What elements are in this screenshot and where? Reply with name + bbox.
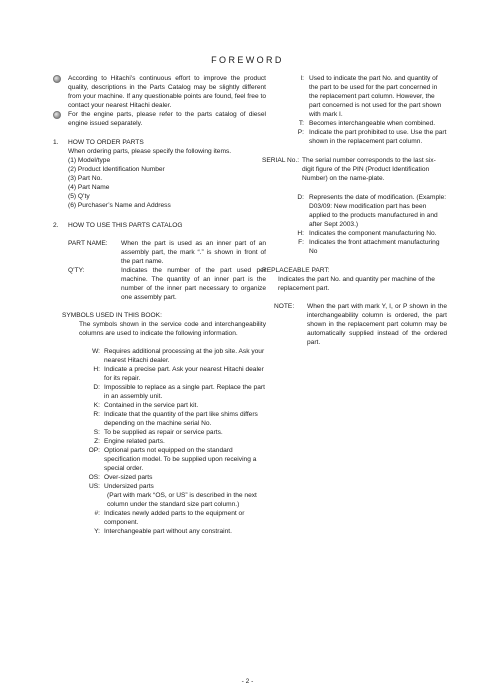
symbol-code: OP: <box>88 447 100 454</box>
list-item <box>79 365 266 383</box>
symbols-list <box>62 347 266 536</box>
definition-part-name <box>68 239 266 266</box>
symbols-heading: SYMBOLS USED IN THIS BOOK: <box>62 312 162 319</box>
symbol-code: OS: <box>88 474 100 481</box>
symbol-code: S: <box>93 429 100 436</box>
symbol-code: W: <box>92 348 100 355</box>
list-item: (5) Q’ty <box>68 193 90 200</box>
symbol-code: T: <box>298 120 304 127</box>
list-item <box>79 482 266 491</box>
symbol-code: F: <box>298 239 304 246</box>
symbols-section <box>53 311 266 536</box>
list-item <box>79 383 266 401</box>
note-label: NOTE: <box>274 303 295 310</box>
symbol-code: US: <box>89 483 100 490</box>
symbol-code: R: <box>93 411 100 418</box>
list-item <box>262 119 447 128</box>
list-item <box>79 509 266 527</box>
symbol-text: Undersized parts <box>104 483 154 490</box>
list-item <box>79 527 266 536</box>
symbol-text: Indicates newly added parts to the equipment or component. <box>104 510 245 526</box>
list-item <box>262 229 447 238</box>
list-item <box>262 74 447 119</box>
section-lead: When ordering parts, please specify the following items. <box>68 148 232 155</box>
symbol-text: Requires additional processing at the job site. Ask your nearest Hitachi dealer. <box>104 348 265 364</box>
symbol-text: Represents the date of modification. (Example: D03/09: New modification part has been applied to the products manufactured in and after Sept 2003.) <box>309 194 447 228</box>
gear-bullet-icon <box>53 75 61 83</box>
symbol-text: To be supplied as repair or service parts. <box>104 429 223 436</box>
list-item <box>79 473 266 482</box>
symbol-code: D: <box>297 194 304 201</box>
symbol-code: I: <box>300 75 304 82</box>
symbol-text: Over-sized parts <box>104 474 153 481</box>
replaceable-part-section <box>262 266 447 293</box>
symbol-text: Impossible to replace as a single part. Replace the part in an assembly unit. <box>104 384 265 400</box>
symbol-code: #: <box>94 510 100 517</box>
symbols-right-list-2 <box>262 193 447 256</box>
right-column <box>262 74 447 347</box>
definition-text: The serial number corresponds to the last six-digit figure of the PIN (Product Identification Number) on the name-plate. <box>302 157 436 182</box>
symbol-code: D: <box>93 384 100 391</box>
symbol-code: K: <box>93 402 100 409</box>
symbol-text: (Part with mark “OS, or US” is described in the next column under the standard size part column.) <box>107 492 257 508</box>
section-heading: HOW TO ORDER PARTS <box>68 139 144 146</box>
definition-text: When the part is used as an inner part of an assembly part, the mark “.” is shown in front of the part name. <box>121 240 266 265</box>
list-item <box>79 437 266 446</box>
symbol-code: P: <box>297 129 304 136</box>
symbol-code: Y: <box>94 528 100 535</box>
list-item <box>79 428 266 437</box>
section-number: 1. <box>53 139 59 146</box>
symbol-text: Optional parts not equipped on the standard specification model. To be supplied upon receiving a special order. <box>104 447 257 472</box>
serial-no-definition <box>262 156 447 183</box>
order-steps-list <box>68 156 266 210</box>
list-item: (6) Purchaser’s Name and Address <box>68 202 171 209</box>
gear-bullet-icon <box>53 111 61 119</box>
symbol-text: Indicates the front attachment manufacturing No <box>309 239 440 255</box>
symbol-text: Indicate the part prohibited to use. Use the part shown in the replacement part column. <box>309 129 447 145</box>
intro-paragraph-1 <box>53 74 266 110</box>
symbol-text: Contained in the service part kit. <box>104 402 199 409</box>
replaceable-heading: REPLACEABLE PART: <box>262 267 330 274</box>
symbol-text: Indicates the component manufacturing No. <box>309 230 437 237</box>
definition-term: PART NAME: <box>68 240 108 247</box>
symbol-code: H: <box>93 366 100 373</box>
list-item <box>79 347 266 365</box>
list-item: (1) Model/type <box>68 157 111 164</box>
note-text: When the part with mark Y, I, or P shown in the interchangeability column is ordered, the part shown in the replacement part column may be automatically supplied instead of the ordered part. <box>307 303 447 346</box>
symbol-text: Used to indicate the part No. and quantity of the part to be used for the part concerned in the replacement part column. However, the part concerned is not used for the part shown with mark I. <box>309 75 442 118</box>
list-item: (2) Product Identification Number <box>68 166 165 173</box>
symbol-text: Indicate that the quantity of the part like shims differs depending on the machine serial No. <box>104 411 258 427</box>
symbol-code: Z: <box>94 438 100 445</box>
section-heading: HOW TO USE THIS PARTS CATALOG <box>68 222 183 229</box>
page-title: FOREWORD <box>211 55 284 65</box>
list-item <box>79 410 266 428</box>
list-item <box>79 401 266 410</box>
left-column <box>53 74 266 536</box>
definition-term: Q’TY: <box>68 267 85 274</box>
intro-text: For the engine parts, please refer to the parts catalog of diesel engine issued separately. <box>68 111 266 127</box>
section-how-to-order <box>53 138 266 210</box>
symbol-text: Indicate a precise part. Ask your nearest Hitachi dealer for its repair. <box>104 366 264 382</box>
intro-text: According to Hitachi’s continuous effort to improve the product quality, descriptions in the Parts Catalog may be slightly different from your machine. If any questionable points are found, feel free to contact your nearest Hitachi dealer. <box>68 75 266 109</box>
definitions <box>53 239 266 302</box>
list-item <box>262 193 447 229</box>
list-item <box>79 491 266 509</box>
list-item <box>262 128 447 146</box>
section-number: 2. <box>53 222 59 229</box>
list-item <box>262 238 447 256</box>
symbols-lead: The symbols shown in the service code and interchangeability columns are used to indicate the following information. <box>79 321 266 337</box>
note <box>262 302 447 347</box>
symbol-text: Becomes interchangeable when combined. <box>309 120 436 127</box>
replaceable-text: Indicates the part No. and quantity per machine of the replacement part. <box>278 276 435 292</box>
definition-text: Indicates the number of the part used per machine. The quantity of an inner part is the number of the inner part necessary to organize one assembly part. <box>121 267 266 301</box>
page-number: - 2 - <box>241 678 254 685</box>
symbol-code: H: <box>297 230 304 237</box>
list-item: (4) Part Name <box>68 184 110 191</box>
symbol-code <box>79 491 104 509</box>
symbols-right-list <box>262 74 447 146</box>
definition-qty <box>68 266 266 302</box>
list-item <box>79 446 266 473</box>
symbol-text: Interchangeable part without any constraint. <box>104 528 232 535</box>
definition-term: SERIAL No.: <box>262 157 300 164</box>
intro-paragraph-2 <box>53 110 266 128</box>
section-how-to-use <box>53 221 266 230</box>
symbol-text: Engine related parts. <box>104 438 165 445</box>
list-item: (3) Part No. <box>68 175 103 182</box>
